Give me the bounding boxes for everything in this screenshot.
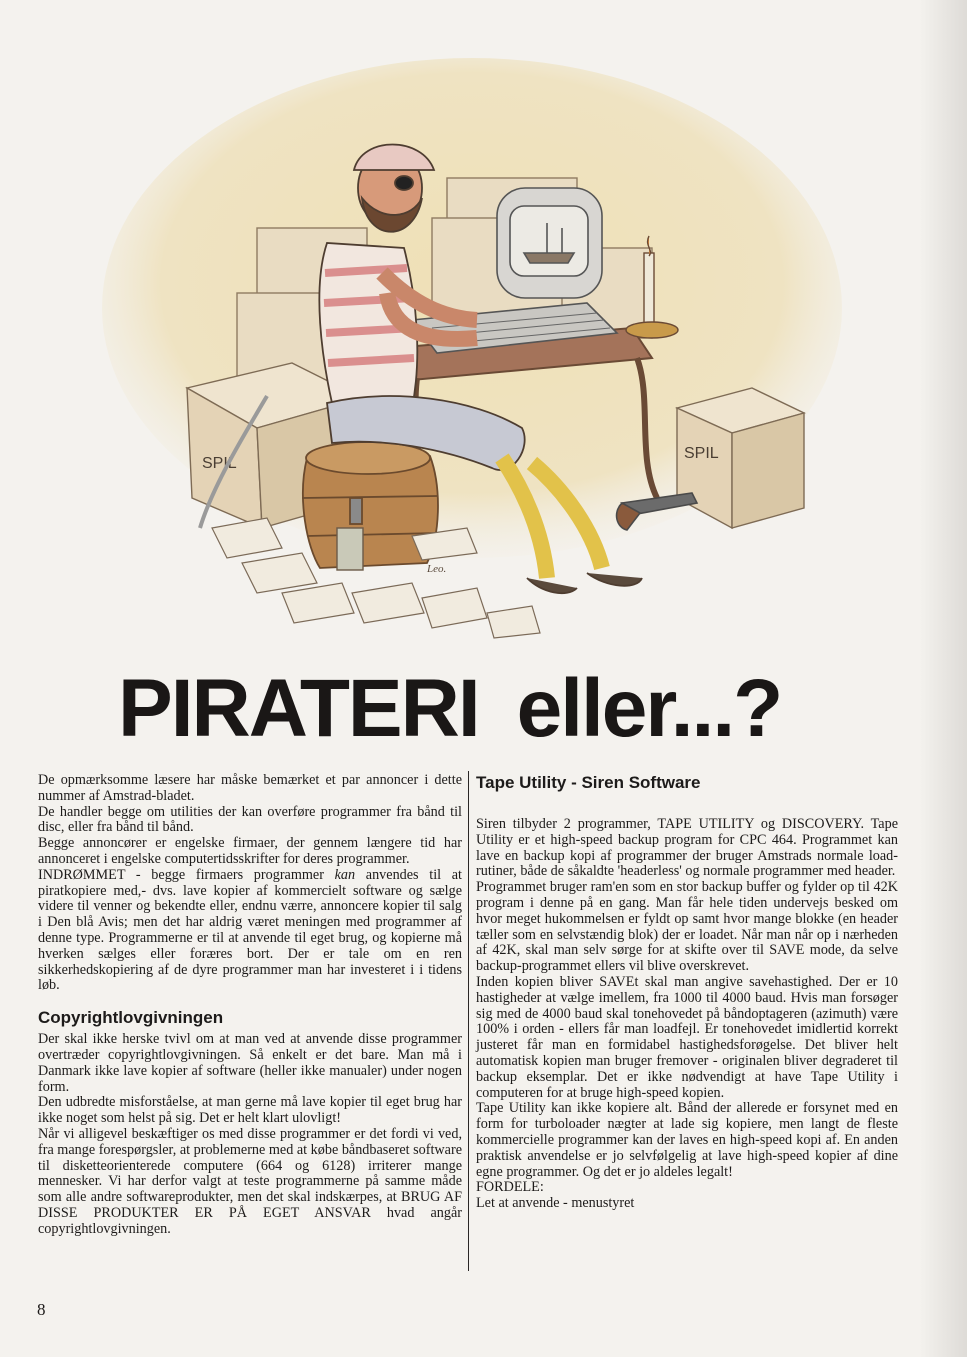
intro-paragraph: De handler begge om utilities der kan overføre programmer fra bånd til disc, eller fra bånd til bånd. bbox=[38, 803, 462, 836]
intro-paragraph: De opmærksomme læsere har måske bemærket et par annoncer i dette nummer af Amstrad-bladet. bbox=[38, 772, 462, 804]
indrommet-text: INDRØMMET - begge firmaers programmer bbox=[38, 866, 335, 883]
headline-word-1: PIRATERI bbox=[118, 663, 479, 754]
spil-box-right bbox=[677, 388, 804, 528]
fordele-item: Let at anvende - menustyret bbox=[476, 1195, 635, 1212]
body-paragraph: Programmet bruger ram'en som en stor backup buffer og fylder op til 42K program i denne på en gang. Man får hele tiden undervejs besked om hvor meget hukommelsen er fyldt op samt hvor mange blokke (en header tæller som en selvstændig blok) der er loadet. Når man når op i nærheden af 42K, skal man selv sørge for at skifte over til SAVE mode, da selve backup-programmet ellers vil blive overskrevet. bbox=[476, 879, 898, 975]
indrommet-text: anvendes til at piratkopiere med,- dvs. lave kopier af kommercielt software og sælge videre til venner og bekendte eller, endnu værre, annoncere kopier til salg i Den blå Avis; men det har aldrig været meningen med programmer af denne type. Programmerne er til at anvende til eget brug, og kopierne må hverken sælges eller foræres bort. Der er tale om en ren sikkerhedskopiering af de dyre programmer man har investeret i i tidens løb. bbox=[38, 866, 462, 994]
column-divider bbox=[468, 771, 469, 1271]
body-paragraph: Når vi alligevel beskæftiger os med disse programmer er det fordi vi ved, fra mange forespørgsler, at problemerne med at købe båndbaseret software til disketteorienterede computere (664 og 6128) irriterer mange mennesker. Vi har derfor valgt at teste programmerne på samme måde som alle andre softwareprodukter, men det skal indskærpes, at BRUG AF DISSE PRODUKTER ER PÅ EGET ANSVAR hvad angår copyrightlovgivningen. bbox=[38, 1125, 462, 1237]
body-paragraph: Inden kopien bliver SAVEt skal man angive savehastighed. Der er 10 hastigheder at vælge imellem, fra 1000 til 4000 baud. Hvis man forsøger sig med de 4000 baud skal tonehovedet på båndoptageren (azimuth) være 100% i orden - ellers får man loadfejl. Er tonehovedet imidlertid korrekt justeret får man en formidabel hastighedsforøgelse. Det bliver helt automatisk kopien man bruger fremover - originalen bliver degraderet til backup eksemplar. Det er ikke nødvendigt at have Tape Utility i computeren for at bruge high-speed kopien. bbox=[476, 973, 898, 1101]
intro-paragraph: Begge annoncører er engelske firmaer, der gennem længere tid har annonceret i engelske computertidsskrifter for deres programmer. bbox=[38, 835, 462, 867]
mug bbox=[337, 528, 363, 570]
section-heading: Tape Utility - Siren Software bbox=[476, 773, 701, 792]
page-edge-shadow bbox=[919, 0, 967, 1357]
spil-label-left: SPIL bbox=[202, 455, 237, 472]
left-column bbox=[38, 773, 462, 1238]
page-headline bbox=[118, 663, 782, 754]
page-number: 8 bbox=[37, 1300, 46, 1319]
body-paragraph: Tape Utility kan ikke kopiere alt. Bånd der allerede er forsynet med en form for turboloader nægter at lade sig kopiere, men langt de fleste kommercielle programmer kan der laves en high-speed kopi af. En anden praktisk anvendelse er jo selvfølgelig at lave high-speed kopier af dine egne programmer. Og det er jo aldeles legalt! bbox=[476, 1100, 898, 1180]
body-paragraph: Siren tilbyder 2 programmer, TAPE UTILITY og DISCOVERY. Tape Utility er et high-speed backup program for CPC 464. Programmet kan lave en backup kopi af programmer der bruger Amstrads normale load-rutiner, både de såkaldte 'headerless' og normale programmer med header. bbox=[476, 816, 898, 880]
headline-word-2: eller...? bbox=[516, 663, 782, 754]
indrommet-paragraph bbox=[38, 868, 462, 994]
artist-signature: Leo. bbox=[427, 563, 447, 575]
body-paragraph: Den udbredte misforståelse, at man gerne må lave kopier til eget brug har ikke noget som helst på sig. Det er helt klart ulovligt! bbox=[38, 1094, 462, 1127]
right-column bbox=[476, 773, 898, 1212]
body-paragraph: Der skal ikke herske tvivl om at man ved at anvende disse programmer overtræder copyrightlovgivningen. Så enkelt er det bare. Man må i Danmark ikke lave kopier af software (heller ikke manualer) under nogen form. bbox=[38, 1031, 462, 1095]
indrommet-emphasis: kan bbox=[334, 866, 356, 883]
fordele-label: FORDELE: bbox=[476, 1179, 544, 1196]
section-subheading: Copyrightlovgivningen bbox=[38, 1008, 224, 1028]
spil-label-right: SPIL bbox=[684, 445, 719, 462]
pirate-illustration bbox=[92, 58, 852, 663]
